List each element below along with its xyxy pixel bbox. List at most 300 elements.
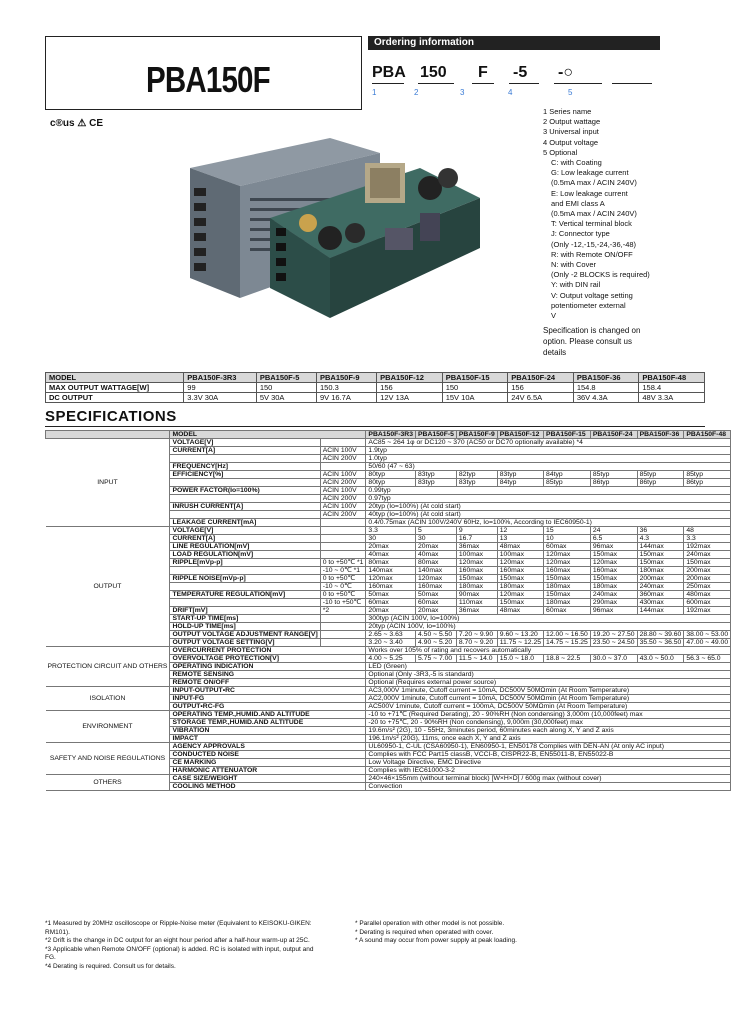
- option-item: N: with Cover: [551, 260, 597, 270]
- item-cell: OPERATING TEMP.,HUMID.AND ALTITUDE: [170, 711, 366, 719]
- value-cell: Complies with IEC61000-3-2: [366, 767, 731, 775]
- item-cell: FREQUENCY[Hz]: [170, 463, 320, 471]
- table-cell: 3.3V 30A: [184, 393, 257, 403]
- value-cell: 8.70 ~ 9.20: [456, 639, 497, 647]
- value-cell: 85typ: [544, 479, 591, 487]
- sub-cell: ACIN 100V: [320, 447, 366, 455]
- value-cell: 300typ (ACIN 100V, Io=100%): [366, 615, 731, 623]
- value-cell: 15: [544, 527, 591, 535]
- item-cell: VOLTAGE[V]: [170, 439, 320, 447]
- header-cell: MODEL: [46, 373, 184, 383]
- value-cell: AC500V 1minute, Cutoff current = 100mA, DC500V 50MΩmin (At Room Temperature): [366, 703, 731, 711]
- item-cell: [170, 495, 320, 503]
- table-cell: 15V 10A: [442, 393, 508, 403]
- value-cell: 48max: [497, 543, 543, 551]
- value-cell: 50max: [416, 591, 457, 599]
- sub-cell: ACIN 200V: [320, 479, 366, 487]
- footnote: * Parallel operation with other model is not possible.: [355, 920, 505, 927]
- value-cell: 160max: [366, 583, 416, 591]
- sub-cell: ACIN 200V: [320, 511, 366, 519]
- item-cell: OPERATING INDICATION: [170, 663, 366, 671]
- header-cell: [46, 431, 170, 439]
- item-cell: AGENCY APPROVALS: [170, 743, 366, 751]
- code-num-3: 3: [460, 88, 465, 97]
- value-cell: 240max: [684, 551, 731, 559]
- value-cell: 192max: [684, 543, 731, 551]
- ordering-header: Ordering information: [368, 36, 660, 50]
- value-cell: 40max: [366, 551, 416, 559]
- value-cell: 150max: [590, 575, 637, 583]
- item-cell: REMOTE SENSING: [170, 671, 366, 679]
- value-cell: 3.20 ~ 3.40: [366, 639, 416, 647]
- option-item: 4 Output voltage: [543, 137, 599, 147]
- certification-marks: c®us ⚠ CE: [50, 118, 104, 129]
- item-cell: LINE REGULATION[mV]: [170, 543, 320, 551]
- specifications-table: [45, 430, 731, 791]
- value-cell: 140max: [366, 567, 416, 575]
- model-header-cell: PBA150F-15: [544, 431, 591, 439]
- sub-cell: 0 to +50℃: [320, 575, 366, 583]
- value-cell: 30: [416, 535, 457, 543]
- sub-cell: [320, 639, 366, 647]
- value-cell: 11.75 ~ 12.25: [497, 639, 543, 647]
- category-cell: PROTECTION CIRCUIT AND OTHERS: [46, 647, 170, 687]
- header-cell: PBA150F-5: [256, 373, 316, 383]
- option-item: 2 Output wattage: [543, 117, 601, 127]
- table-cell: 150.3: [317, 383, 377, 393]
- value-cell: 120max: [366, 575, 416, 583]
- value-cell: LED (Green): [366, 663, 731, 671]
- title-box: [45, 36, 362, 110]
- value-cell: 20max: [366, 607, 416, 615]
- value-cell: 9.60 ~ 13.20: [497, 631, 543, 639]
- value-cell: 240max: [590, 591, 637, 599]
- value-cell: 150max: [544, 591, 591, 599]
- item-cell: OUTPUT VOLTAGE SETTING[V]: [170, 639, 320, 647]
- table-cell: 5V 30A: [256, 393, 316, 403]
- model-header-cell: PBA150F-24: [590, 431, 637, 439]
- item-cell: RIPPLE NOISE[mVp-p]: [170, 575, 320, 583]
- header-cell: PBA150F-48: [639, 373, 705, 383]
- item-cell: POWER FACTOR(Io=100%): [170, 487, 320, 495]
- category-cell: SAFETY AND NOISE REGULATIONS: [46, 743, 170, 775]
- value-cell: 120max: [544, 551, 591, 559]
- value-cell: 86typ: [684, 479, 731, 487]
- value-cell: 144max: [637, 607, 684, 615]
- table-cell: 150: [256, 383, 316, 393]
- footnote: *2 Drift is the change in DC output for an eight hour period after a half-hour warm-up at 25C.: [45, 937, 310, 945]
- value-cell: -10 to +71℃ (Required Derating), 20 - 90%RH (Non condensing) 3,000m (10,000feet) max: [366, 711, 731, 719]
- value-cell: 86typ: [637, 479, 684, 487]
- spec-title: SPECIFICATIONS: [45, 408, 177, 425]
- category-cell: ISOLATION: [46, 687, 170, 711]
- item-cell: COOLING METHOD: [170, 783, 366, 791]
- footnote: FG.: [45, 954, 56, 962]
- item-cell: HARMONIC ATTENUATOR: [170, 767, 366, 775]
- spec-row: [46, 527, 731, 535]
- value-cell: 83typ: [497, 471, 543, 479]
- code-num-5: 5: [568, 88, 573, 97]
- code-part-series: PBA: [372, 64, 406, 81]
- category-cell: OTHERS: [46, 775, 170, 791]
- code-num-4: 4: [508, 88, 513, 97]
- sub-cell: [320, 623, 366, 631]
- item-cell: INPUT-FG: [170, 695, 366, 703]
- value-cell: 90max: [456, 591, 497, 599]
- value-cell: 192max: [684, 607, 731, 615]
- value-cell: 60max: [544, 543, 591, 551]
- model-header-cell: PBA150F-12: [497, 431, 543, 439]
- value-cell: 20max: [416, 543, 457, 551]
- value-cell: 40max: [416, 551, 457, 559]
- sub-cell: [320, 543, 366, 551]
- sub-cell: ACIN 100V: [320, 487, 366, 495]
- value-cell: 96max: [590, 607, 637, 615]
- value-cell: 20typ (ACIN 100V, Io=100%): [366, 623, 731, 631]
- model-header-cell: PBA150F-5: [416, 431, 457, 439]
- code-part-voltage: -5: [513, 64, 528, 81]
- header-cell: PBA150F-24: [508, 373, 574, 383]
- value-cell: 4.00 ~ 5.25: [366, 655, 416, 663]
- item-cell: CASE SIZE/WEIGHT: [170, 775, 366, 783]
- option-item: and EMI class A: [551, 198, 605, 208]
- value-cell: 19.20 ~ 27.50: [590, 631, 637, 639]
- code-part-wattage: 150: [420, 64, 447, 81]
- item-cell: START-UP TIME[ms]: [170, 615, 320, 623]
- note-line: option. Please consult us: [543, 337, 632, 346]
- value-cell: 5: [416, 527, 457, 535]
- item-cell: INPUT-OUTPUT•RC: [170, 687, 366, 695]
- table-cell: 150: [442, 383, 508, 393]
- value-cell: 1.0typ: [366, 455, 731, 463]
- value-cell: 85typ: [590, 471, 637, 479]
- value-cell: 4.90 ~ 5.20: [416, 639, 457, 647]
- table-cell: 158.4: [639, 383, 705, 393]
- value-cell: 7.20 ~ 9.90: [456, 631, 497, 639]
- footnote: RM101).: [45, 928, 70, 936]
- value-cell: 430max: [637, 599, 684, 607]
- footnote: *4 Derating is required. Consult us for details.: [45, 962, 176, 970]
- value-cell: 120max: [590, 559, 637, 567]
- value-cell: 56.3 ~ 65.0: [684, 655, 731, 663]
- header-cell: PBA150F-9: [317, 373, 377, 383]
- row-label: DC OUTPUT: [46, 393, 184, 403]
- value-cell: 85typ: [684, 471, 731, 479]
- category-cell: ENVIRONMENT: [46, 711, 170, 743]
- value-cell: 180max: [590, 583, 637, 591]
- model-header-cell: PBA150F-9: [456, 431, 497, 439]
- value-cell: 200max: [637, 575, 684, 583]
- value-cell: 23.50 ~ 24.50: [590, 639, 637, 647]
- sub-cell: ACIN 100V: [320, 503, 366, 511]
- spec-row: [46, 687, 731, 695]
- value-cell: 10: [544, 535, 591, 543]
- sub-cell: [320, 535, 366, 543]
- code-part-option: -○: [558, 64, 573, 81]
- table-cell: 48V 3.3A: [639, 393, 705, 403]
- value-cell: 36max: [456, 543, 497, 551]
- value-cell: 83typ: [416, 471, 457, 479]
- spec-row: [46, 439, 731, 447]
- option-item: 5 Optional: [543, 147, 578, 157]
- value-cell: 50/60 (47 ~ 63): [366, 463, 731, 471]
- table-cell: 36V 4.3A: [573, 393, 639, 403]
- spec-header-row: [46, 431, 731, 439]
- sub-cell: ACIN 200V: [320, 455, 366, 463]
- value-cell: 28.80 ~ 39.60: [637, 631, 684, 639]
- value-cell: Optional (Only -3R3,-5 is standard): [366, 671, 731, 679]
- category-cell: OUTPUT: [46, 527, 170, 647]
- value-cell: 180max: [637, 567, 684, 575]
- value-cell: AC85 ~ 264 1φ or DC120 ~ 370 (AC50 or DC70 optionally available) *4: [366, 439, 731, 447]
- item-cell: VIBRATION: [170, 727, 366, 735]
- sub-cell: -10 to +50℃: [320, 599, 366, 607]
- value-cell: AC3,000V 1minute, Cutoff current = 10mA, DC500V 50MΩmin (At Room Temperature): [366, 687, 731, 695]
- value-cell: Works over 105% of rating and recovers automatically: [366, 647, 731, 655]
- value-cell: 150max: [684, 559, 731, 567]
- option-item: (0.5mA max / ACIN 240V): [551, 178, 637, 188]
- sub-cell: [320, 631, 366, 639]
- value-cell: 85typ: [637, 471, 684, 479]
- spec-row: [46, 775, 731, 783]
- option-item: Y: with DIN rail: [551, 280, 601, 290]
- item-cell: [170, 567, 320, 575]
- value-cell: 80max: [416, 559, 457, 567]
- value-cell: 480max: [684, 591, 731, 599]
- value-cell: 6.5: [590, 535, 637, 543]
- note-line: details: [543, 348, 567, 357]
- value-cell: 48max: [497, 607, 543, 615]
- value-cell: 120max: [456, 559, 497, 567]
- sub-cell: ACIN 200V: [320, 495, 366, 503]
- spec-divider: [45, 426, 705, 427]
- value-cell: 4.50 ~ 5.50: [416, 631, 457, 639]
- option-item: T: Vertical terminal block: [551, 219, 632, 229]
- value-cell: 160max: [456, 567, 497, 575]
- value-cell: 15.0 ~ 18.0: [497, 655, 543, 663]
- option-item: E: Low leakage current: [551, 188, 628, 198]
- value-cell: 19.6m/s² (2G), 10 - 55Hz, 3minutes period, 60minutes each along X, Y and Z axis: [366, 727, 731, 735]
- value-cell: 250max: [684, 583, 731, 591]
- value-cell: 180max: [544, 599, 591, 607]
- value-cell: 82typ: [456, 471, 497, 479]
- value-cell: 180max: [544, 583, 591, 591]
- spec-row: [46, 711, 731, 719]
- code-part-input: F: [478, 64, 488, 81]
- value-cell: 60max: [544, 607, 591, 615]
- item-cell: OUTPUT•RC-FG: [170, 703, 366, 711]
- value-cell: 43.0 ~ 50.0: [637, 655, 684, 663]
- value-cell: 12.00 ~ 16.50: [544, 631, 591, 639]
- value-cell: 12: [497, 527, 543, 535]
- value-cell: 96max: [590, 543, 637, 551]
- value-cell: 24: [590, 527, 637, 535]
- value-cell: -20 to +75℃, 20 - 90%RH (Non condensing), 9,000m (30,000feet) max: [366, 719, 731, 727]
- value-cell: 160max: [497, 567, 543, 575]
- value-cell: 120max: [497, 559, 543, 567]
- item-cell: CONDUCTED NOISE: [170, 751, 366, 759]
- value-cell: 0.97typ: [366, 495, 731, 503]
- value-cell: 196.1m/s² (20G), 11ms, once each X, Y and Z axis: [366, 735, 731, 743]
- value-cell: 16.7: [456, 535, 497, 543]
- value-cell: Optional (Requires external power source): [366, 679, 731, 687]
- spec-row: [46, 743, 731, 751]
- value-cell: 20max: [416, 607, 457, 615]
- value-cell: 18.8 ~ 22.5: [544, 655, 591, 663]
- value-cell: 0.4/0.75max (ACIN 100V/240V 60Hz, Io=100%, According to IEC60950-1): [366, 519, 731, 527]
- item-cell: [170, 511, 320, 519]
- header-cell: MODEL: [170, 431, 366, 439]
- item-cell: [170, 599, 320, 607]
- value-cell: 144max: [637, 543, 684, 551]
- spec-row: [46, 647, 731, 655]
- item-cell: CURRENT[A]: [170, 447, 320, 455]
- sub-cell: ACIN 100V: [320, 471, 366, 479]
- option-note: [543, 325, 693, 358]
- header-cell: PBA150F-12: [377, 373, 443, 383]
- footnote: * A sound may occur from power supply at peak loading.: [355, 937, 517, 945]
- option-item: V: [551, 311, 557, 321]
- item-cell: LOAD REGULATION[mV]: [170, 551, 320, 559]
- footnote: *1 Measured by 20MHz oscilloscope or Ripple-Noise meter (Equivalent to KEISOKU-GIKEN:: [45, 920, 312, 927]
- value-cell: 360max: [637, 591, 684, 599]
- value-cell: 9: [456, 527, 497, 535]
- value-cell: UL60950-1, C-UL (CSA60950-1), EN60950-1, EN50178 Complies with DEN-AN (At only AC input): [366, 743, 731, 751]
- value-cell: 240×46×155mm (without terminal block) [W×H×D] / 600g max (without cover): [366, 775, 731, 783]
- value-cell: AC2,000V 1minute, Cutoff current = 10mA, DC500V 50MΩmin (At Room Temperature): [366, 695, 731, 703]
- item-cell: STORAGE TEMP.,HUMID.AND ALTITUDE: [170, 719, 366, 727]
- footnote: * Derating is required when operated with cover.: [355, 928, 494, 936]
- sub-cell: [320, 527, 366, 535]
- value-cell: 38.00 ~ 53.00: [684, 631, 731, 639]
- value-cell: Complies with FCC Part15 classB, VCCI-B, CISPR22-B, EN55011-B, EN55022-B: [366, 751, 731, 759]
- option-item: 1 Series name: [543, 107, 592, 116]
- value-cell: 120max: [416, 575, 457, 583]
- item-cell: HOLD-UP TIME[ms]: [170, 623, 320, 631]
- value-cell: 180max: [497, 583, 543, 591]
- option-item: potentiometer external: [551, 300, 626, 310]
- value-cell: 80typ: [366, 479, 416, 487]
- value-cell: 150max: [590, 551, 637, 559]
- value-cell: 150max: [456, 575, 497, 583]
- value-cell: 3.3: [366, 527, 416, 535]
- value-cell: 160max: [590, 567, 637, 575]
- item-cell: RIPPLE[mVp-p]: [170, 559, 320, 567]
- sub-cell: *2: [320, 607, 366, 615]
- value-cell: 150max: [497, 599, 543, 607]
- value-cell: 20typ (Io=100%) (At cold start): [366, 503, 731, 511]
- header-cell: PBA150F-15: [442, 373, 508, 383]
- value-cell: Convection: [366, 783, 731, 791]
- value-cell: 36max: [456, 607, 497, 615]
- item-cell: EFFICIENCY[%]: [170, 471, 320, 479]
- product-title: PBA150F: [146, 59, 270, 100]
- value-cell: 2.65 ~ 3.63: [366, 631, 416, 639]
- value-cell: 40typ (Io=100%) (At cold start): [366, 511, 731, 519]
- value-cell: 110max: [456, 599, 497, 607]
- value-cell: 47.00 ~ 49.00: [684, 639, 731, 647]
- item-cell: [170, 479, 320, 487]
- value-cell: 150max: [497, 575, 543, 583]
- sub-cell: 0 to +50℃ *1: [320, 559, 366, 567]
- value-cell: 80typ: [366, 471, 416, 479]
- header-cell: PBA150F-36: [573, 373, 639, 383]
- option-item: 3 Universal input: [543, 127, 599, 137]
- value-cell: 180max: [456, 583, 497, 591]
- table-cell: 156: [508, 383, 574, 393]
- value-cell: Low Voltage Directive, EMC Directive: [366, 759, 731, 767]
- value-cell: 80max: [366, 559, 416, 567]
- value-cell: 13: [497, 535, 543, 543]
- model-header-cell: PBA150F-36: [637, 431, 684, 439]
- value-cell: 150max: [637, 551, 684, 559]
- value-cell: 140max: [416, 567, 457, 575]
- table-cell: 24V 6.5A: [508, 393, 574, 403]
- option-item: (0.5mA max / ACIN 240V): [551, 209, 637, 219]
- table-cell: 12V 13A: [377, 393, 443, 403]
- item-cell: CE MARKING: [170, 759, 366, 767]
- value-cell: 1.9typ: [366, 447, 731, 455]
- option-item: (Only -12,-15,-24,-36,-48): [551, 239, 637, 249]
- footnote: *3 Applicable when Remote ON/OFF (optional) is added. RC is isolated with input, output and: [45, 945, 314, 953]
- product-photo: [130, 128, 490, 328]
- option-item: R: with Remote ON/OFF: [551, 249, 633, 259]
- value-cell: 83typ: [416, 479, 457, 487]
- value-cell: 160max: [416, 583, 457, 591]
- category-cell: INPUT: [46, 439, 170, 527]
- table-row: [46, 393, 705, 403]
- sub-cell: 0 to +50℃: [320, 591, 366, 599]
- model-header-cell: PBA150F-3R3: [366, 431, 416, 439]
- item-cell: DRIFT[mV]: [170, 607, 320, 615]
- note-line: Specification is changed on: [543, 326, 641, 335]
- value-cell: 48: [684, 527, 731, 535]
- value-cell: 600max: [684, 599, 731, 607]
- item-cell: INRUSH CURRENT[A]: [170, 503, 320, 511]
- header-cell: PBA150F-3R3: [184, 373, 257, 383]
- value-cell: 150max: [637, 559, 684, 567]
- item-cell: CURRENT[A]: [170, 535, 320, 543]
- model-summary-table: [45, 372, 705, 403]
- sub-cell: [320, 551, 366, 559]
- table-header-row: [46, 373, 705, 383]
- item-cell: LEAKAGE CURRENT[mA]: [170, 519, 320, 527]
- option-item: G: Low leakage current: [551, 168, 629, 178]
- value-cell: 60max: [416, 599, 457, 607]
- item-cell: [170, 455, 320, 463]
- value-cell: 30.0 ~ 37.0: [590, 655, 637, 663]
- item-cell: [170, 583, 320, 591]
- model-header-cell: PBA150F-48: [684, 431, 731, 439]
- value-cell: 160max: [544, 567, 591, 575]
- value-cell: 200max: [684, 575, 731, 583]
- value-cell: 0.99typ: [366, 487, 731, 495]
- value-cell: 100max: [497, 551, 543, 559]
- value-cell: 20max: [366, 543, 416, 551]
- table-cell: 156: [377, 383, 443, 393]
- value-cell: 120max: [497, 591, 543, 599]
- value-cell: 14.75 ~ 15.25: [544, 639, 591, 647]
- option-list: [543, 107, 703, 321]
- option-item: (Only -2 BLOCKS is required): [551, 270, 650, 280]
- item-cell: REMOTE ON/OFF: [170, 679, 366, 687]
- value-cell: 36: [637, 527, 684, 535]
- sub-cell: -10 ~ 0℃: [320, 583, 366, 591]
- option-item: C: with Coating: [551, 158, 602, 168]
- value-cell: 290max: [590, 599, 637, 607]
- item-cell: OUTPUT VOLTAGE ADJUSTMENT RANGE[V]: [170, 631, 320, 639]
- item-cell: TEMPERATURE REGULATION[mV]: [170, 591, 320, 599]
